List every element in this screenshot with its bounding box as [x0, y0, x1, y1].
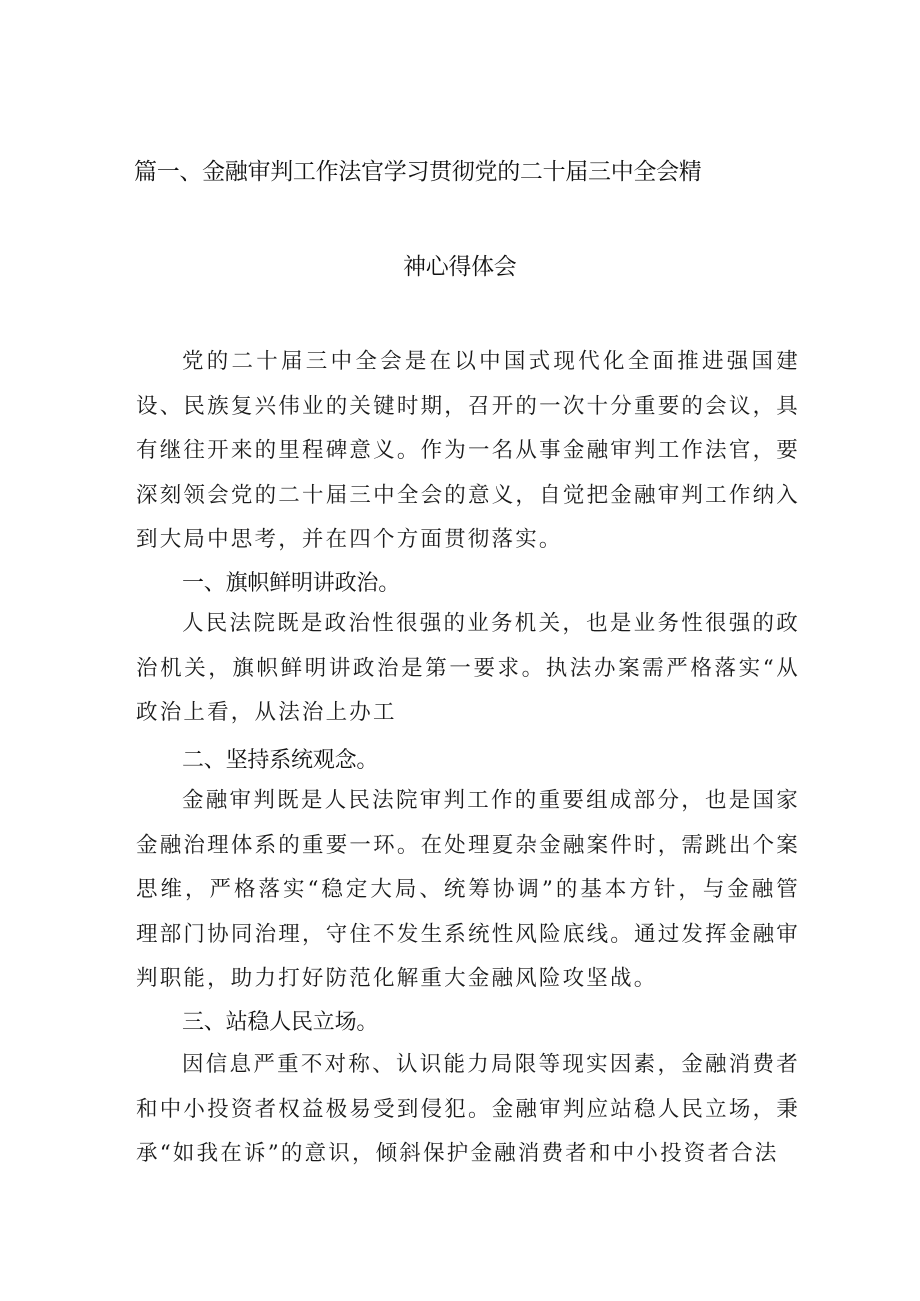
section-body-2: 金融审判既是人民法院审判工作的重要组成部分，也是国家金融治理体系的重要一环。在处理夏杂金融案件时，需跳出个案思维，严格落实“稳定大局、统筹协调”的基本方针，与金融管理部门协同治理，守住不发生系统性风险底线。通过发挥金融审判职能，助力打好防范化解重大金融风险攻坚战。	[136, 788, 800, 992]
section-heading-1: 一、旗帜鲜明讲政治。	[182, 571, 401, 596]
document-title-line1: 篇一、金融审判工作法官学习贯彻党的二十届三中全会精	[134, 159, 702, 185]
section-heading-3: 三、站稳人民立场。	[182, 1010, 379, 1035]
intro-paragraph: 党的二十届三中全会是在以中国式现代化全面推进强国建设、民族复兴伟业的关键时期，召开的一次十分重要的会议，具有继往开来的里程碑意义。作为一名从事金融审判工作法官，要深刻领会党的二十届三中全会的意义，自觉把金融审判工作纳入到大局中思考，并在四个方面贯彻落实。	[136, 349, 800, 553]
section-heading-2: 二、坚持系统观念。	[182, 748, 379, 773]
section-body-1: 人民法院既是政治性很强的业务机关，也是业务性很强的政治机关，旗帜鲜明讲政治是第一要求。执法办案需严格落实“从政治上看，从法治上办工	[136, 611, 800, 726]
document-title-line2: 神心得体会	[403, 254, 517, 280]
section-body-3: 因信息严重不对称、认识能力局限等现实因素，金融消费者和中小投资者权益极易受到侵犯。金融审判应站稳人民立场，秉承“如我在诉”的意识，倾斜保护金融消费者和中小投资者合法	[136, 1052, 800, 1167]
